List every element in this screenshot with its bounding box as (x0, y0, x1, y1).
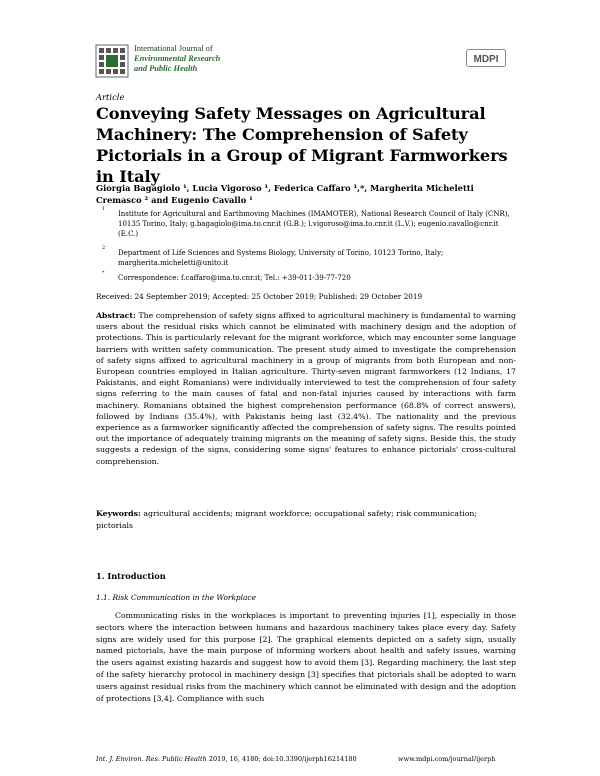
keywords-text: agricultural accidents; migrant workforce; occupational safety; risk communication; pictorials (96, 509, 478, 530)
journal-name-line3: and Public Health (134, 64, 198, 73)
affiliation-text: Department of Life Sciences and Systems Biology, University of Torino, 10123 Torino, Italy; margherita.micheletti@unito.it (118, 249, 444, 267)
mdpi-logo (466, 49, 506, 67)
footer-doi: 2019, 16, 4180; doi:10.3390/ijerph16214180 (208, 755, 357, 763)
subsection-heading: 1.1. Risk Communication in the Workplace (96, 593, 256, 602)
footer-url: www.mdpi.com/journal/ijerph (398, 755, 496, 763)
correspondence: * Correspondence: f.caffaro@ima.to.cnr.it; Tel.: +39-011-39-77-720 (96, 273, 516, 283)
journal-name (134, 44, 220, 74)
keywords-label: Keywords: (96, 509, 141, 518)
journal-logo (95, 44, 129, 78)
footer-journal: Int. J. Environ. Res. Public Health (96, 755, 207, 763)
abstract-label: Abstract: (96, 311, 136, 320)
section-heading: 1. Introduction (96, 571, 166, 581)
affiliation-2: 2 Department of Life Sciences and Systems Biology, University of Torino, 10123 Torino, Italy; margherita.micheletti@unito.it (96, 248, 516, 268)
keywords (96, 508, 516, 531)
article-type: Article (96, 92, 125, 102)
publication-dates: Received: 24 September 2019; Accepted: 25 October 2019; Published: 29 October 2019 (96, 292, 423, 301)
journal-name-line2: Environmental Research (134, 54, 221, 63)
affiliation-text: Institute for Agricultural and Earthmoving Machines (IMAMOTER), National Research Council of Italy (CNR), 10135 Torino, Italy; g.bagagiolo@ima.to.cnr.it (G.B.); l.vigoroso@ima.to.cnr.it (L.V.); eugenio.cavallo@cnr.it (E.C.) (118, 210, 510, 238)
author-list: Giorgia Bagagiolo ¹, Lucia Vigoroso ¹, Federica Caffaro ¹,*, Margherita Micheletti Cremasco ² and Eugenio Cavallo ¹ (96, 183, 474, 205)
affiliation-1: 1 Institute for Agricultural and Earthmoving Machines (IMAMOTER), National Research Council of Italy (CNR), 10135 Torino, Italy; g.bagagiolo@ima.to.cnr.it (G.B.); l.vigoroso@ima.to.cnr.it (L.V.); eugenio.cavallo@cnr.it (E.C.) (96, 209, 516, 239)
abstract (96, 310, 516, 467)
intro-paragraph: Communicating risks in the workplaces is important to preventing injuries [1], especially in those sectors where the interaction between humans and hazardous machinery takes place every day. Safety signs are widely used for this purpose [2]. The graphical elements depicted on a safety sign, usually named pictorials, have the main purpose of informing workers about health and safety issues, warning the users against existing hazards and suggest how to avoid them [3]. Regarding machinery, the last step of the safety hierarchy protocol in machinery design [3] specifies that pictorials shall be adopted to warn users against residual risks from the machinery which cannot be eliminated with design and the adoption of protections [3,4]. Compliance with such (96, 611, 516, 703)
footer-citation (96, 755, 357, 763)
abstract-text: The comprehension of safety signs affixed to agricultural machinery is fundamental to warning users about the residual risks which cannot be eliminated with machinery design and the adoption of protections. This is particularly relevant for the migrant workforce, which may encounter some language barriers with written safety communication. The present study aimed to investigate the comprehension of safety signs affixed to agricultural machinery in a group of migrants from both European and non-European countries employed in Italian agriculture. Thirty-seven migrant farmworkers (12 Indians, 17 Pakistanis, and eight Romanians) were individually interviewed to test the comprehension of four safety signs referring to the main causes of fatal and non-fatal injuries caused by interactions with farm machinery. Romanians obtained the highest comprehension performance (68.8% of correct answers), followed by Indians (35.4%), with Pakistanis being last (32.4%). The nationality and the previous experience as a farmworker significantly affected the comprehension of safety signs. The results pointed out the importance of adequately training migrants on the meaning of safety signs. Beside this, the study suggests a redesign of the signs, considering some signs' features to enhance pictorials' cross-cultural comprehension. (96, 311, 516, 466)
paper-title: Conveying Safety Messages on Agricultural Machinery: The Comprehension of Safety Pictorials in a Group of Migrant Farmworkers in Italy (96, 104, 508, 186)
correspondence-text: Correspondence: f.caffaro@ima.to.cnr.it; Tel.: +39-011-39-77-720 (118, 274, 351, 282)
journal-name-line1: International Journal of (134, 44, 213, 53)
mdpi-logo-text: MDPI (473, 54, 499, 65)
